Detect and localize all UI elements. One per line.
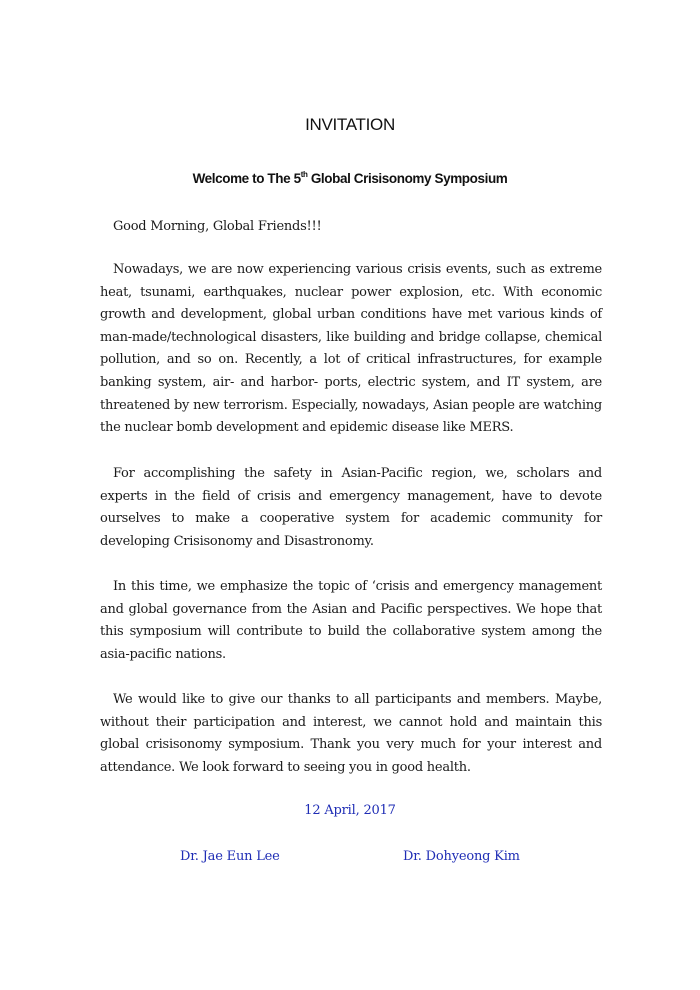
paragraph-thanks: We would like to give our thanks to all participants and members. Maybe, without their participation and interest, we cannot hold and maintain this global crisisonomy symposium. Thank you very much for your interest and attendance. We look forward to seeing you in good health. [100,692,602,775]
greeting: Good Morning, Global Friends!!! [113,219,322,234]
paragraph-crisis-events: Nowadays, we are now experiencing various crisis events, such as extreme heat, tsunami, earthquakes, nuclear power explosion, etc. With economic growth and development, global urban conditions have met various kinds of man-made/technological disasters, like building and bridge collapse, chemical pollution, and so on. Recently, a lot of critical infrastructures, for example banking system, air- and harbor- ports, electric system, and IT system, are threatened by new terrorism. Especially, nowadays, Asian people are watching the nuclear bomb development and epidemic disease like MERS. [100,262,602,436]
signatory-lee: Dr. Jae Eun Lee [180,849,280,864]
subtitle-prefix: Welcome to The 5 [192,171,301,186]
document-subtitle [0,171,700,186]
paragraph-safety-cooperation: For accomplishing the safety in Asian-Pacific region, we, scholars and experts in the field of crisis and emergency management, have to devote ourselves to make a cooperative system for academic community for developing Crisisonomy and Disastronomy. [100,466,602,549]
subtitle-suffix: Global Crisisonomy Symposium [307,171,508,186]
document-date: 12 April, 2017 [304,803,396,818]
signatory-kim: Dr. Dohyeong Kim [403,849,520,864]
paragraph-symposium-topic: In this time, we emphasize the topic of ‘crisis and emergency management and global governance from the Asian and Pacific perspectives. We hope that this symposium will contribute to build the collaborative system among the asia-pacific nations. [100,579,602,662]
document-title: INVITATION [305,115,395,134]
subtitle-superscript: th [300,170,308,179]
